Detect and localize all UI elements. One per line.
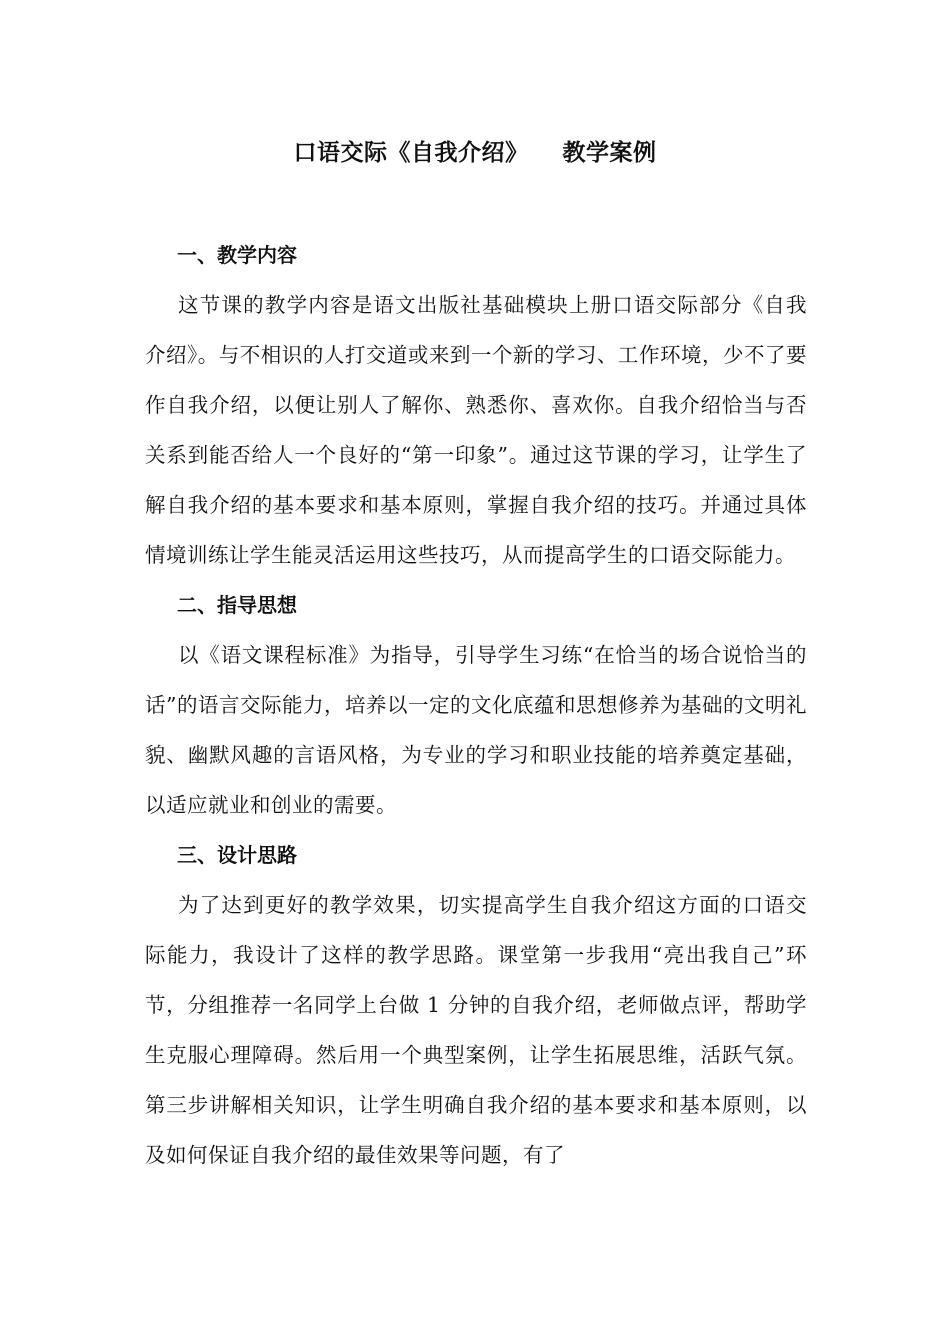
section-heading: 三、设计思路 xyxy=(177,843,297,867)
section-heading: 一、教学内容 xyxy=(177,243,297,267)
section-guiding-ideology xyxy=(145,580,807,830)
section-design-idea xyxy=(145,830,807,1180)
document-title: 口语交际《自我介绍》 教学案例 xyxy=(293,140,657,166)
section-heading: 二、指导思想 xyxy=(177,593,297,617)
document-body xyxy=(145,230,807,1180)
section-paragraph: 这节课的教学内容是语文出版社基础模块上册口语交际部分《自我介绍》。与不相识的人打交道或来到一个新的学习、工作环境，少不了要作自我介绍，以便让别人了解你、熟悉你、喜欢你。自我介绍恰当与否关系到能否给人一个良好的“第一印象”。通过这节课的学习，让学生了解自我介绍的基本要求和基本原则，掌握自我介绍的技巧。并通过具体情境训练让学生能灵活运用这些技巧，从而提高学生的口语交际能力。 xyxy=(145,293,807,567)
section-teaching-content xyxy=(145,230,807,580)
section-paragraph: 为了达到更好的教学效果，切实提高学生自我介绍这方面的口语交际能力，我设计了这样的教学思路。课堂第一步我用“亮出我自己”环节，分组推荐一名同学上台做 1 分钟的自我介绍，老师做点评，帮助学生克服心理障碍。然后用一个典型案例，让学生拓展思维，活跃气氛。第三步讲解相关知识，让学生明确自我介绍的基本要求和基本原则，以及如何保证自我介绍的最佳效果等问题，有了 xyxy=(145,893,807,1167)
section-paragraph: 以《语文课程标准》为指导，引导学生习练“在恰当的场合说恰当的话”的语言交际能力，培养以一定的文化底蕴和思想修养为基础的文明礼貌、幽默风趣的言语风格，为专业的学习和职业技能的培养奠定基础，以适应就业和创业的需要。 xyxy=(145,643,807,817)
